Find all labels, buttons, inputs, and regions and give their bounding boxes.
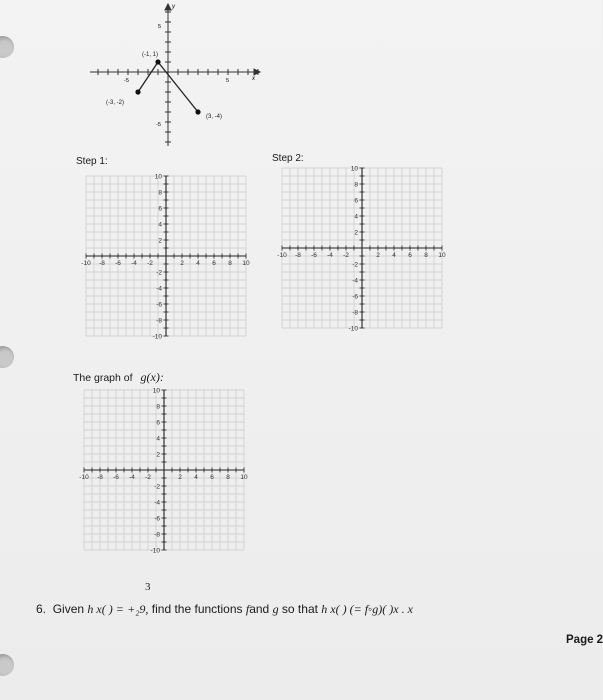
y-axis-arrow [165, 4, 171, 10]
y-tick-label: 2 [158, 237, 162, 245]
y-tick-label: 8 [158, 189, 162, 197]
graph-point [195, 109, 200, 114]
question-number: 6. [36, 602, 47, 616]
x-tick-label: 2 [178, 474, 182, 481]
y-tick-label: -8 [352, 309, 358, 317]
x-tick-label: 10 [242, 260, 250, 267]
x-tick-label: 4 [194, 474, 198, 481]
y-tick-label: -6 [154, 515, 160, 523]
y-tick-label: 2 [354, 229, 358, 237]
x-tick-label: 10 [438, 252, 446, 259]
y-tick-label: -4 [156, 285, 162, 293]
x-tick-label: -2 [343, 252, 349, 259]
graph-segment [138, 62, 158, 92]
x-tick-label: 8 [226, 474, 230, 481]
x-tick-label: 10 [240, 474, 248, 481]
x-tick-label: -8 [99, 260, 105, 267]
y-tick-label: -8 [154, 531, 160, 539]
y-tick-label: 8 [354, 181, 358, 189]
x-tick-label: -2 [147, 260, 153, 267]
graph-point [135, 89, 140, 94]
exponent-superscript: 3 [145, 581, 151, 593]
x-axis-arrow [254, 69, 260, 75]
step2-label: Step 2: [272, 153, 304, 164]
binder-hole [0, 346, 14, 368]
x-tick-label: -8 [295, 252, 301, 259]
x-tick-label: -6 [113, 474, 119, 481]
question-expr: +₂9, [127, 602, 149, 616]
graph-of-function: g(x): [140, 370, 164, 384]
point-label: (3, -4) [206, 114, 223, 120]
question-func-h: h x( ) = [87, 602, 124, 616]
y-tick-label: 8 [156, 403, 160, 411]
question-composition: h x( ) (= f◦g)( )x . x [321, 602, 413, 616]
x-tick-label: 6 [408, 252, 412, 259]
x-tick-label: -8 [97, 474, 103, 481]
step2-coordinate-grid [277, 165, 458, 333]
y-tick-label: -2 [154, 483, 160, 491]
binder-hole [0, 654, 14, 676]
step1-coordinate-grid [81, 173, 262, 341]
tick-label-y-pos: 5 [158, 24, 162, 30]
x-tick-label: -4 [131, 260, 137, 267]
y-tick-label: 6 [158, 205, 162, 213]
y-tick-label: 6 [354, 197, 358, 205]
question-text-b: find the functions [151, 602, 243, 616]
y-tick-label: -4 [154, 499, 160, 507]
y-axis-label: y [172, 4, 175, 10]
y-tick-label: 2 [156, 451, 160, 459]
point-label: (-3, -2) [106, 100, 124, 106]
y-tick-label: -10 [152, 333, 162, 341]
x-axis-label: x [252, 76, 255, 82]
x-tick-label: 4 [392, 252, 396, 259]
page-number: Page 2 [566, 634, 603, 646]
x-tick-label: -10 [81, 260, 91, 267]
question-g: g [272, 602, 279, 616]
y-tick-label: 6 [156, 419, 160, 427]
x-tick-label: -4 [327, 252, 333, 259]
x-tick-label: 8 [228, 260, 232, 267]
y-tick-label: 10 [154, 173, 162, 181]
tick-label-y-neg: -5 [156, 122, 161, 128]
y-tick-label: 10 [152, 387, 160, 395]
y-tick-label: -4 [352, 277, 358, 285]
y-tick-label: -8 [156, 317, 162, 325]
x-tick-label: 2 [180, 260, 184, 267]
y-tick-label: 10 [350, 165, 358, 173]
x-tick-label: 8 [424, 252, 428, 259]
x-tick-label: 6 [212, 260, 216, 267]
question-6 [36, 602, 413, 617]
y-tick-label: -6 [352, 293, 358, 301]
x-tick-label: 4 [196, 260, 200, 267]
graph-of-label [73, 370, 164, 385]
y-tick-label: -2 [352, 261, 358, 269]
tick-label-x-neg: -5 [124, 78, 129, 84]
result-coordinate-grid [79, 387, 260, 555]
x-tick-label: -6 [311, 252, 317, 259]
y-tick-label: 4 [354, 213, 358, 221]
y-tick-label: -2 [156, 269, 162, 277]
graph-point [155, 59, 160, 64]
x-tick-label: 6 [210, 474, 214, 481]
y-tick-label: 4 [158, 221, 162, 229]
x-tick-label: -10 [277, 252, 287, 259]
y-tick-label: -10 [348, 325, 358, 333]
question-f: f [245, 602, 250, 616]
binder-hole [0, 36, 14, 58]
given-function-graph [80, 0, 270, 150]
question-text-a: Given [52, 602, 85, 616]
x-tick-label: -10 [79, 474, 89, 481]
x-tick-label: -6 [115, 260, 121, 267]
question-so-that: so that [281, 602, 318, 616]
x-tick-label: -4 [129, 474, 135, 481]
y-tick-label: 4 [156, 435, 160, 443]
tick-label-x-pos: 5 [226, 78, 230, 84]
point-label: (-1, 1) [142, 52, 159, 58]
graph-of-text: The graph of [73, 372, 133, 384]
y-tick-label: -10 [150, 547, 160, 555]
x-tick-label: 2 [376, 252, 380, 259]
question-and: and [249, 602, 270, 616]
step1-label: Step 1: [76, 156, 108, 167]
y-tick-label: -6 [156, 301, 162, 309]
x-tick-label: -2 [145, 474, 151, 481]
